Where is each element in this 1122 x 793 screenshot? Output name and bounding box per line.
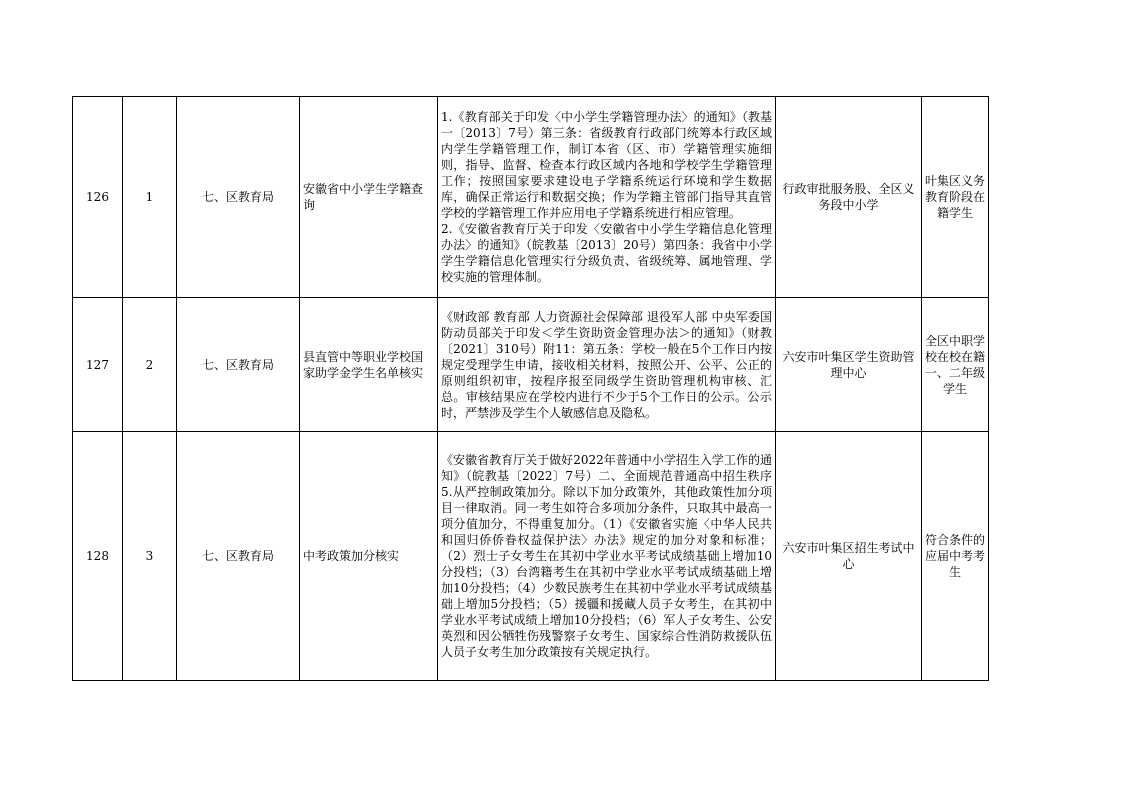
serial-number-cell: 126 <box>73 97 123 298</box>
item-name-cell: 安徽省中小学生学籍查询 <box>300 97 438 298</box>
table-row <box>73 432 989 681</box>
sub-number-cell: 2 <box>123 298 177 432</box>
legal-basis-cell <box>438 97 776 298</box>
serial-number-cell: 128 <box>73 432 123 681</box>
item-name-cell: 中考政策加分核实 <box>300 432 438 681</box>
sub-number-cell: 3 <box>123 432 177 681</box>
legal-basis-cell <box>438 298 776 432</box>
basis-paragraph: 《财政部 教育部 人力资源社会保障部 退役军人部 中央军委国防动员部关于印发＜学生资助资金管理办法＞的通知》（财教〔2021〕310号）附11：第五条：学校一般在5个工作日内按规定受理学生申请，接收相关材料，按照公开、公平、公正的原则组织初审，按程序报至同级学生资助管理机构审核、汇总。审核结果应在学校内进行不少于5个工作日的公示。公示时，严禁涉及学生个人敏感信息及隐私。 <box>441 309 772 420</box>
department-cell: 七、区教育局 <box>177 298 300 432</box>
serial-number-cell: 127 <box>73 298 123 432</box>
table-row <box>73 298 989 432</box>
target-cell: 全区中职学校在校在籍一、二年级学生 <box>922 298 989 432</box>
table-row <box>73 97 989 298</box>
target-cell: 叶集区义务教育阶段在籍学生 <box>922 97 989 298</box>
basis-paragraph: 1.《教育部关于印发〈中小学生学籍管理办法〉的通知》（教基一〔2013〕7号）第三条：省级教育行政部门统筹本行政区域内学生学籍管理工作，制订本省（区、市）学籍管理实施细则，指导、监督、检查本行政区域内各地和学校学生学籍管理工作；按照国家要求建设电子学籍系统运行环境和学生数据库，确保正常运行和数据交换；作为学籍主管部门指导其直管学校的学籍管理工作并应用电子学籍系统进行相应管理。 <box>441 110 772 220</box>
office-cell: 行政审批服务股、全区义务段中小学 <box>776 97 922 298</box>
target-cell: 符合条件的应届中考考生 <box>922 432 989 681</box>
item-name-cell: 县直管中等职业学校国家助学金学生名单核实 <box>300 298 438 432</box>
office-cell: 六安市叶集区招生考试中心 <box>776 432 922 681</box>
department-cell: 七、区教育局 <box>177 97 300 298</box>
basis-paragraph: 2.《安徽省教育厅关于印发〈安徽省中小学生学籍信息化管理办法〉的通知》（皖教基〔2013〕20号）第四条：我省中小学学生学籍信息化管理实行分级负责、省级统筹、属地管理、学校实施的管理体制。 <box>441 222 772 284</box>
legal-basis-cell <box>438 432 776 681</box>
sub-number-cell: 1 <box>123 97 177 298</box>
department-cell: 七、区教育局 <box>177 432 300 681</box>
document-table <box>72 96 989 681</box>
office-cell: 六安市叶集区学生资助管理中心 <box>776 298 922 432</box>
basis-paragraph: 《安徽省教育厅关于做好2022年普通中小学招生入学工作的通知》（皖教基〔2022〕7号）二、全面规范普通高中招生秩序 5.从严控制政策加分。除以下加分政策外，其他政策性加分项目一律取消。同一考生如符合多项加分条件，只取其中最高一项分值加分，不得重复加分。（1）《安徽省实施〈中华人民共和国归侨侨眷权益保护法〉办法》规定的加分对象和标准；（2）烈士子女考生在其初中学业水平考试成绩基础上增加10分投档；（3）台湾籍考生在其初中学业水平考试成绩基础上增加10分投档；（4）少数民族考生在其初中学业水平考试成绩基础上增加5分投档；（5）援疆和援藏人员子女考生，在其初中学业水平考试成绩上增加10分投档；（6）军人子女考生、公安英烈和因公牺牲伤残警察子女考生、国家综合性消防救援队伍人员子女考生加分政策按有关规定执行。 <box>441 453 772 659</box>
